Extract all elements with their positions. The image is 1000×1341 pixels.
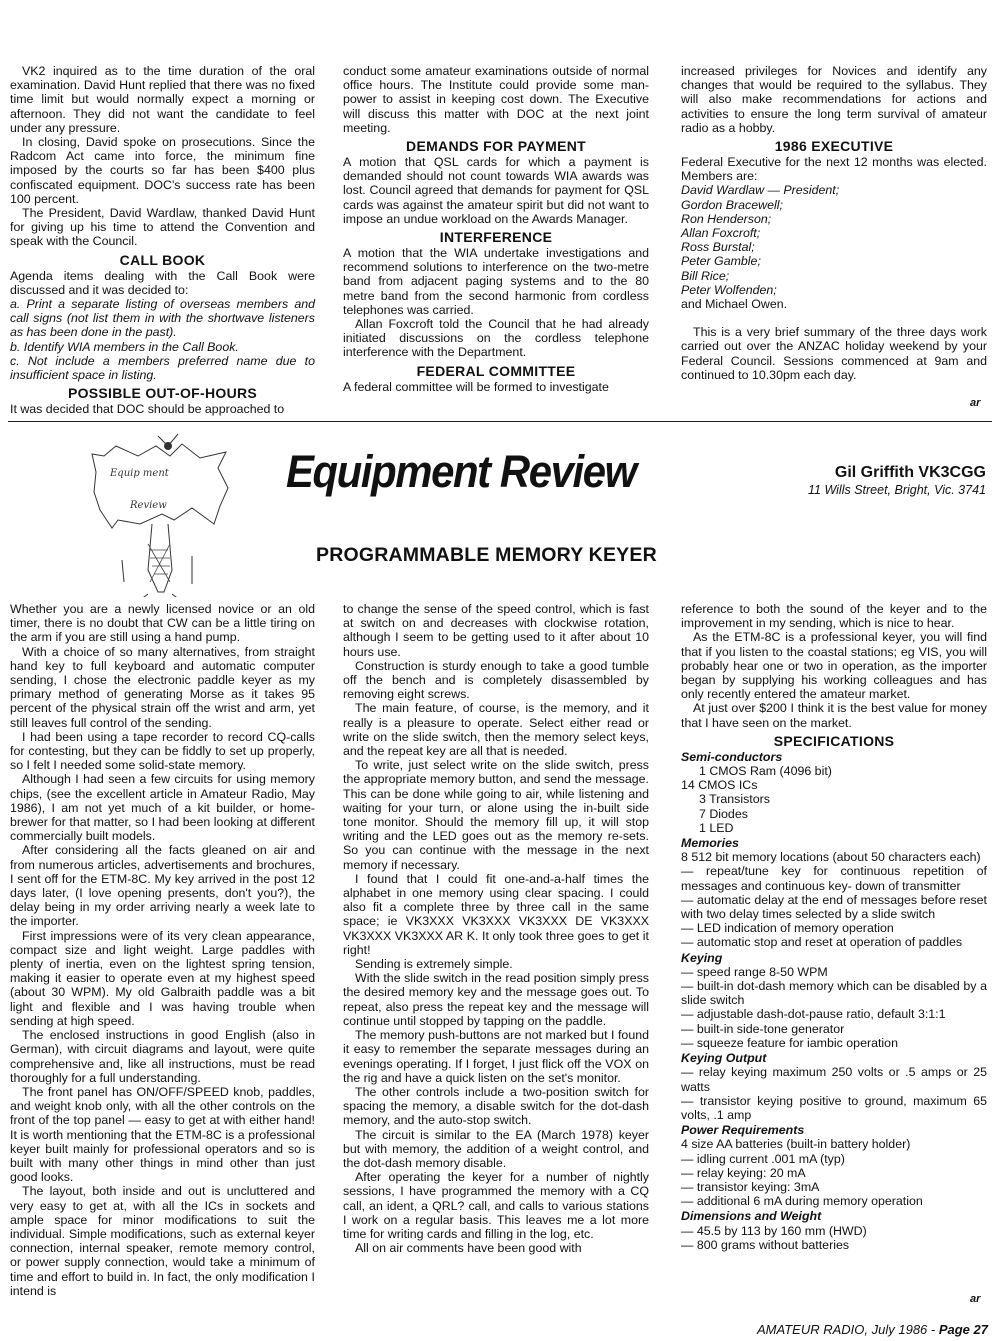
- section-title: Equipment Review: [286, 446, 636, 497]
- paragraph: — 800 grams without batteries: [681, 1237, 850, 1252]
- paragraph: Construction is sturdy enough to take a good tumble off the bench and is completely disassembled by removing eight screws.: [343, 658, 649, 702]
- section-heading: INTERFERENCE: [439, 229, 553, 246]
- spec-heading: Keying Output: [681, 1051, 767, 1066]
- paragraph: — transistor keying: 3mA: [681, 1179, 820, 1194]
- footer-date: , July 1986 -: [864, 1322, 939, 1337]
- paragraph: At just over $200 I think it is the best value for money that I have seen on the market.: [681, 701, 987, 730]
- paragraph: Sending is extremely simple.: [355, 957, 513, 972]
- paragraph: — 45.5 by 113 by 160 mm (HWD): [681, 1223, 867, 1238]
- footer-publication: AMATEUR RADIO: [757, 1322, 865, 1337]
- list-item: c. Not include a members preferred name due to insufficient space in listing.: [10, 353, 315, 383]
- sketch-text-1: Equip ment: [110, 468, 169, 479]
- author-address: 11 Wills Street, Bright, Vic. 3741: [808, 483, 986, 497]
- list-item: Peter Wolfenden;: [681, 282, 777, 297]
- paragraph: A motion that QSL cards for which a payment is demanded should not count towards WIA awards was lost. Council agreed that demands for payment for QSL cards was against the amateur spirit but did not want to impose an undue workload on the Awards Manager.: [343, 155, 649, 226]
- paragraph: VK2 inquired as to the time duration of the oral examination. David Hunt replied that there was no fixed time limit but would normally expect a morning or afternoon. They did not want the candidate to feel under any pressure.: [10, 64, 315, 135]
- author-name: Gil Griffith VK3CGG: [834, 464, 986, 481]
- paragraph: Federal Executive for the next 12 months was elected. Members are:: [681, 155, 987, 184]
- paragraph: 1 LED: [699, 820, 734, 835]
- paragraph: — built-in dot-dash memory which can be disabled by a slide switch: [681, 979, 987, 1008]
- end-mark-review: ar: [970, 1293, 981, 1305]
- paragraph: reference to both the sound of the keyer and to the improvement in my sending, which is nice to hear.: [681, 602, 987, 631]
- paragraph: — repeat/tune key for continuous repetition of messages and continuous key- down of transmitter: [681, 864, 987, 893]
- spec-heading: Semi-conductors: [681, 749, 783, 764]
- paragraph: The memory push-buttons are not marked but I found it easy to remember the separate messages during an evenings operating. If I forget, I just flick off the VOX on the rig and have a quick listen on the set's monitor.: [343, 1028, 649, 1085]
- paragraph: 14 CMOS ICs: [681, 778, 758, 793]
- paragraph: — LED indication of memory operation: [681, 921, 894, 936]
- section-heading: 1986 EXECUTIVE: [774, 138, 894, 155]
- paragraph: — squeeze feature for iambic operation: [681, 1035, 898, 1050]
- paragraph: — transistor keying positive to ground, maximum 65 volts, .1 amp: [681, 1093, 987, 1122]
- paragraph: — relay keying: 20 mA: [681, 1165, 806, 1180]
- top-column-2: [343, 64, 649, 394]
- section-heading: POSSIBLE OUT-OF-HOURS: [67, 385, 258, 402]
- paragraph: — relay keying maximum 250 volts or .5 amps or 25 watts: [681, 1065, 987, 1094]
- spec-heading: Power Requirements: [681, 1123, 805, 1138]
- review-column-2: [343, 602, 649, 1255]
- paragraph: The enclosed instructions in good English (also in German), with circuit diagrams and layout, were quite comprehensive and, like all instructions, must be read thoroughly for a full understanding.: [10, 1028, 315, 1085]
- list-item: Gordon Bracewell;: [681, 197, 783, 212]
- hand-drawn-sketch-logo: [88, 432, 238, 597]
- paragraph: I found that I could fit one-and-a-half times the alphabet in one memory using clear spacing. I could also fit a complete three by three call in the same space; ie VK3XXX VK3XXX VK3XXX DE VK3XXX VK3XXX VK3XXX AR K. It only took three goes to get it right!: [343, 871, 649, 957]
- spec-heading: Dimensions and Weight: [681, 1209, 822, 1224]
- paragraph: 7 Diodes: [699, 806, 748, 821]
- paragraph: As the ETM-8C is a professional keyer, you will find that if you listen to the coastal stations; eg VIS, you will probably hear one or two in operation, as the importer began by supplying his working colleagues and has only recently entered the amateur market.: [681, 630, 987, 702]
- page-footer: [757, 1322, 988, 1337]
- paragraph: conduct some amateur examinations outside of normal office hours. The Institute could provide some man-power to assist in keeping cost down. The Executive will discuss this matter with DOC at the next joint meeting.: [343, 64, 649, 135]
- paragraph: and Michael Owen.: [681, 297, 788, 312]
- footer-page: Page 27: [938, 1322, 988, 1337]
- list-item: b. Identify WIA members in the Call Book.: [10, 339, 239, 354]
- list-item: Peter Gamble;: [681, 254, 761, 269]
- section-heading: SPECIFICATIONS: [773, 732, 895, 749]
- paragraph: — automatic delay at the end of messages before reset with two delay times selected by a slide switch: [681, 892, 987, 922]
- paragraph: Although I had seen a few circuits for using memory chips, (see the excellent article in Amateur Radio, May 1986), I am not yet much of a kit builder, or home-brewer for that matter, so I had been looking at different commercially built models.: [10, 772, 315, 844]
- paragraph: After considering all the facts gleaned on air and from numerous articles, advertisements and brochures, I sent off for the ETM-8C. My key arrived in the post 12 days later, (I love opening presents, don't you?), the delay being in my order arriving nearly a week late to the importer.: [10, 843, 315, 929]
- review-column-3: [681, 602, 987, 1252]
- paragraph: The front panel has ON/OFF/SPEED knob, paddles, and weight knob only, with all the other controls on the front of the top panel — easy to get at with either hand! It is worth mentioning that the ETM-8C is a professional keyer built mainly for professional operators and so is built with many other things in mind other than just good looks.: [10, 1084, 315, 1185]
- paragraph: The layout, both inside and out is uncluttered and very easy to get at, with all the ICs in sockets and ample space for minor modifications to suit the individual. Simple modifications, such as external keyer connection, internal speaker, remote memory control, or power supply connection, would take a minimum of time and effort to build in. In fact, the only modification I intend is: [10, 1184, 315, 1298]
- article-title: PROGRAMMABLE MEMORY KEYER: [316, 544, 657, 566]
- paragraph: A motion that the WIA undertake investigations and recommend solutions to interference on the two-metre band from adjacent paging systems and to the 80 metre band from the second harmonic from cordless telephones was carried.: [343, 246, 649, 317]
- paragraph: — additional 6 mA during memory operation: [681, 1194, 923, 1209]
- list-item: Bill Rice;: [681, 268, 730, 283]
- paragraph: After operating the keyer for a number of nightly sessions, I have programmed the memory with a CQ call, an ident, a QRL? call, and calls to various stations I work on a regular basis. This leaves me a lot more time for writing cards and filling in the log, etc.: [343, 1170, 649, 1241]
- paragraph: — automatic stop and reset at operation of paddles: [681, 935, 963, 950]
- section-heading: FEDERAL COMMITTEE: [416, 362, 576, 379]
- paragraph: A federal committee will be formed to investigate: [343, 379, 609, 394]
- section-heading: DEMANDS FOR PAYMENT: [406, 138, 586, 155]
- list-item: a. Print a separate listing of overseas members and call signs (not list them in with the shortwave listeners as has been done in the past).: [10, 297, 315, 340]
- sketch-text-2: Review: [130, 500, 167, 511]
- list-item: Allan Foxcroft;: [681, 226, 761, 241]
- paragraph: In closing, David spoke on prosecutions. Since the Radcom Act came into force, the minimum fine imposed by the courts so far has been $400 plus confiscated equipment. DOC's success rate has been 100 percent.: [10, 135, 315, 206]
- spacer: [681, 311, 987, 325]
- paragraph: All on air comments have been good with: [355, 1241, 582, 1256]
- spec-heading: Memories: [681, 836, 739, 851]
- paragraph: I had been using a tape recorder to record CQ-calls for contesting, but they can be fiddly to set up properly, so I felt I needed some solid-state memory.: [10, 729, 315, 773]
- paragraph: First impressions were of its very clean appearance, compact size and light weight. Large paddles with plenty of inertia, even on the lightest spring tension, making it easier to operate even at my highest speed (about 30 WPM). My old Galbraith paddle was a bit light and flexible and I was having trouble when sending at high speed.: [10, 928, 315, 1028]
- paragraph: increased privileges for Novices and identify any changes that would be required to the syllabus. They will also make recommendations for actions and activities to ensure the long term survival of amateur radio as a hobby.: [681, 64, 987, 135]
- paragraph: Whether you are a newly licensed novice or an old timer, there is no doubt that CW can be a little tiring on the arm if you are still using a hand pump.: [10, 602, 315, 645]
- paragraph: 3 Transistors: [699, 792, 770, 807]
- paragraph: 8 512 bit memory locations (about 50 characters each): [681, 850, 981, 865]
- top-column-3: [681, 64, 987, 382]
- spec-heading: Keying: [681, 950, 723, 965]
- paragraph: To write, just select write on the slide switch, press the appropriate memory button, and send the message. This can be done while going to air, while listening and waiting for your turn, or alone using the in-built side tone monitor. Should the memory fill up, it will stop writing and the LED goes out as the memory re-sets. So you can continue with the message in the next memory if necessary.: [343, 758, 649, 872]
- paragraph: Allan Foxcroft told the Council that he had already initiated discussions on the cordless telephone interference with the Department.: [343, 317, 649, 360]
- list-item: Ron Henderson;: [681, 211, 772, 226]
- paragraph: The other controls include a two-position switch for spacing the memory, a disable switch for the dot-dash memory, and the auto-stop switch.: [343, 1084, 649, 1128]
- list-item: Ross Burstal;: [681, 240, 755, 255]
- paragraph: It was decided that DOC should be approached to: [10, 402, 285, 417]
- paragraph: — built-in side-tone generator: [681, 1021, 845, 1036]
- paragraph: The President, David Wardlaw, thanked David Hunt for giving up his time to attend the Convention and speak with the Council.: [10, 206, 315, 249]
- section-divider: [8, 421, 992, 422]
- paragraph: This is a very brief summary of the three days work carried out over the ANZAC holiday weekend by your Federal Council. Sessions commenced at 9am and continued to 10.30pm each day.: [681, 325, 987, 382]
- paragraph: — idling current .001 mA (typ): [681, 1151, 845, 1166]
- paragraph: — adjustable dash-dot-pause ratio, default 3:1:1: [681, 1007, 946, 1022]
- paragraph: Agenda items dealing with the Call Book were discussed and it was decided to:: [10, 268, 315, 297]
- paragraph: The circuit is similar to the EA (March 1978) keyer but with memory, the addition of a weight control, and the dot-dash memory disable.: [343, 1127, 649, 1170]
- top-column-1: [10, 64, 315, 416]
- review-column-1: [10, 602, 315, 1298]
- paragraph: With a choice of so many alternatives, from straight hand key to full keyboard and automatic computer sending, I chose the electronic paddle keyer as my primary method of generating Morse as it takes 95 percent of the physical strain off the wrist and arm, yet still leaves full control of the sending.: [10, 644, 315, 730]
- section-heading: CALL BOOK: [119, 251, 206, 268]
- paragraph: With the slide switch in the read position simply press the desired memory key and the message goes out. To repeat, also press the repeat key and the message will continue until stopped by tapping on the paddle.: [343, 971, 649, 1028]
- paragraph: 1 CMOS Ram (4096 bit): [699, 764, 832, 779]
- paragraph: to change the sense of the speed control, which is fast at switch on and decreases with clockwise rotation, although I seem to be getting used to it after about 10 hours use.: [343, 602, 649, 659]
- paragraph: — speed range 8-50 WPM: [681, 964, 828, 979]
- paragraph: 4 size AA batteries (built-in battery holder): [681, 1137, 911, 1152]
- end-mark-top: ar: [970, 397, 981, 409]
- list-item: David Wardlaw — President;: [681, 183, 840, 198]
- paragraph: The main feature, of course, is the memory, and it really is a pleasure to operate. Select either read or write on the slide switch, then the memory select keys, and the repeat key are all that is needed.: [343, 701, 649, 759]
